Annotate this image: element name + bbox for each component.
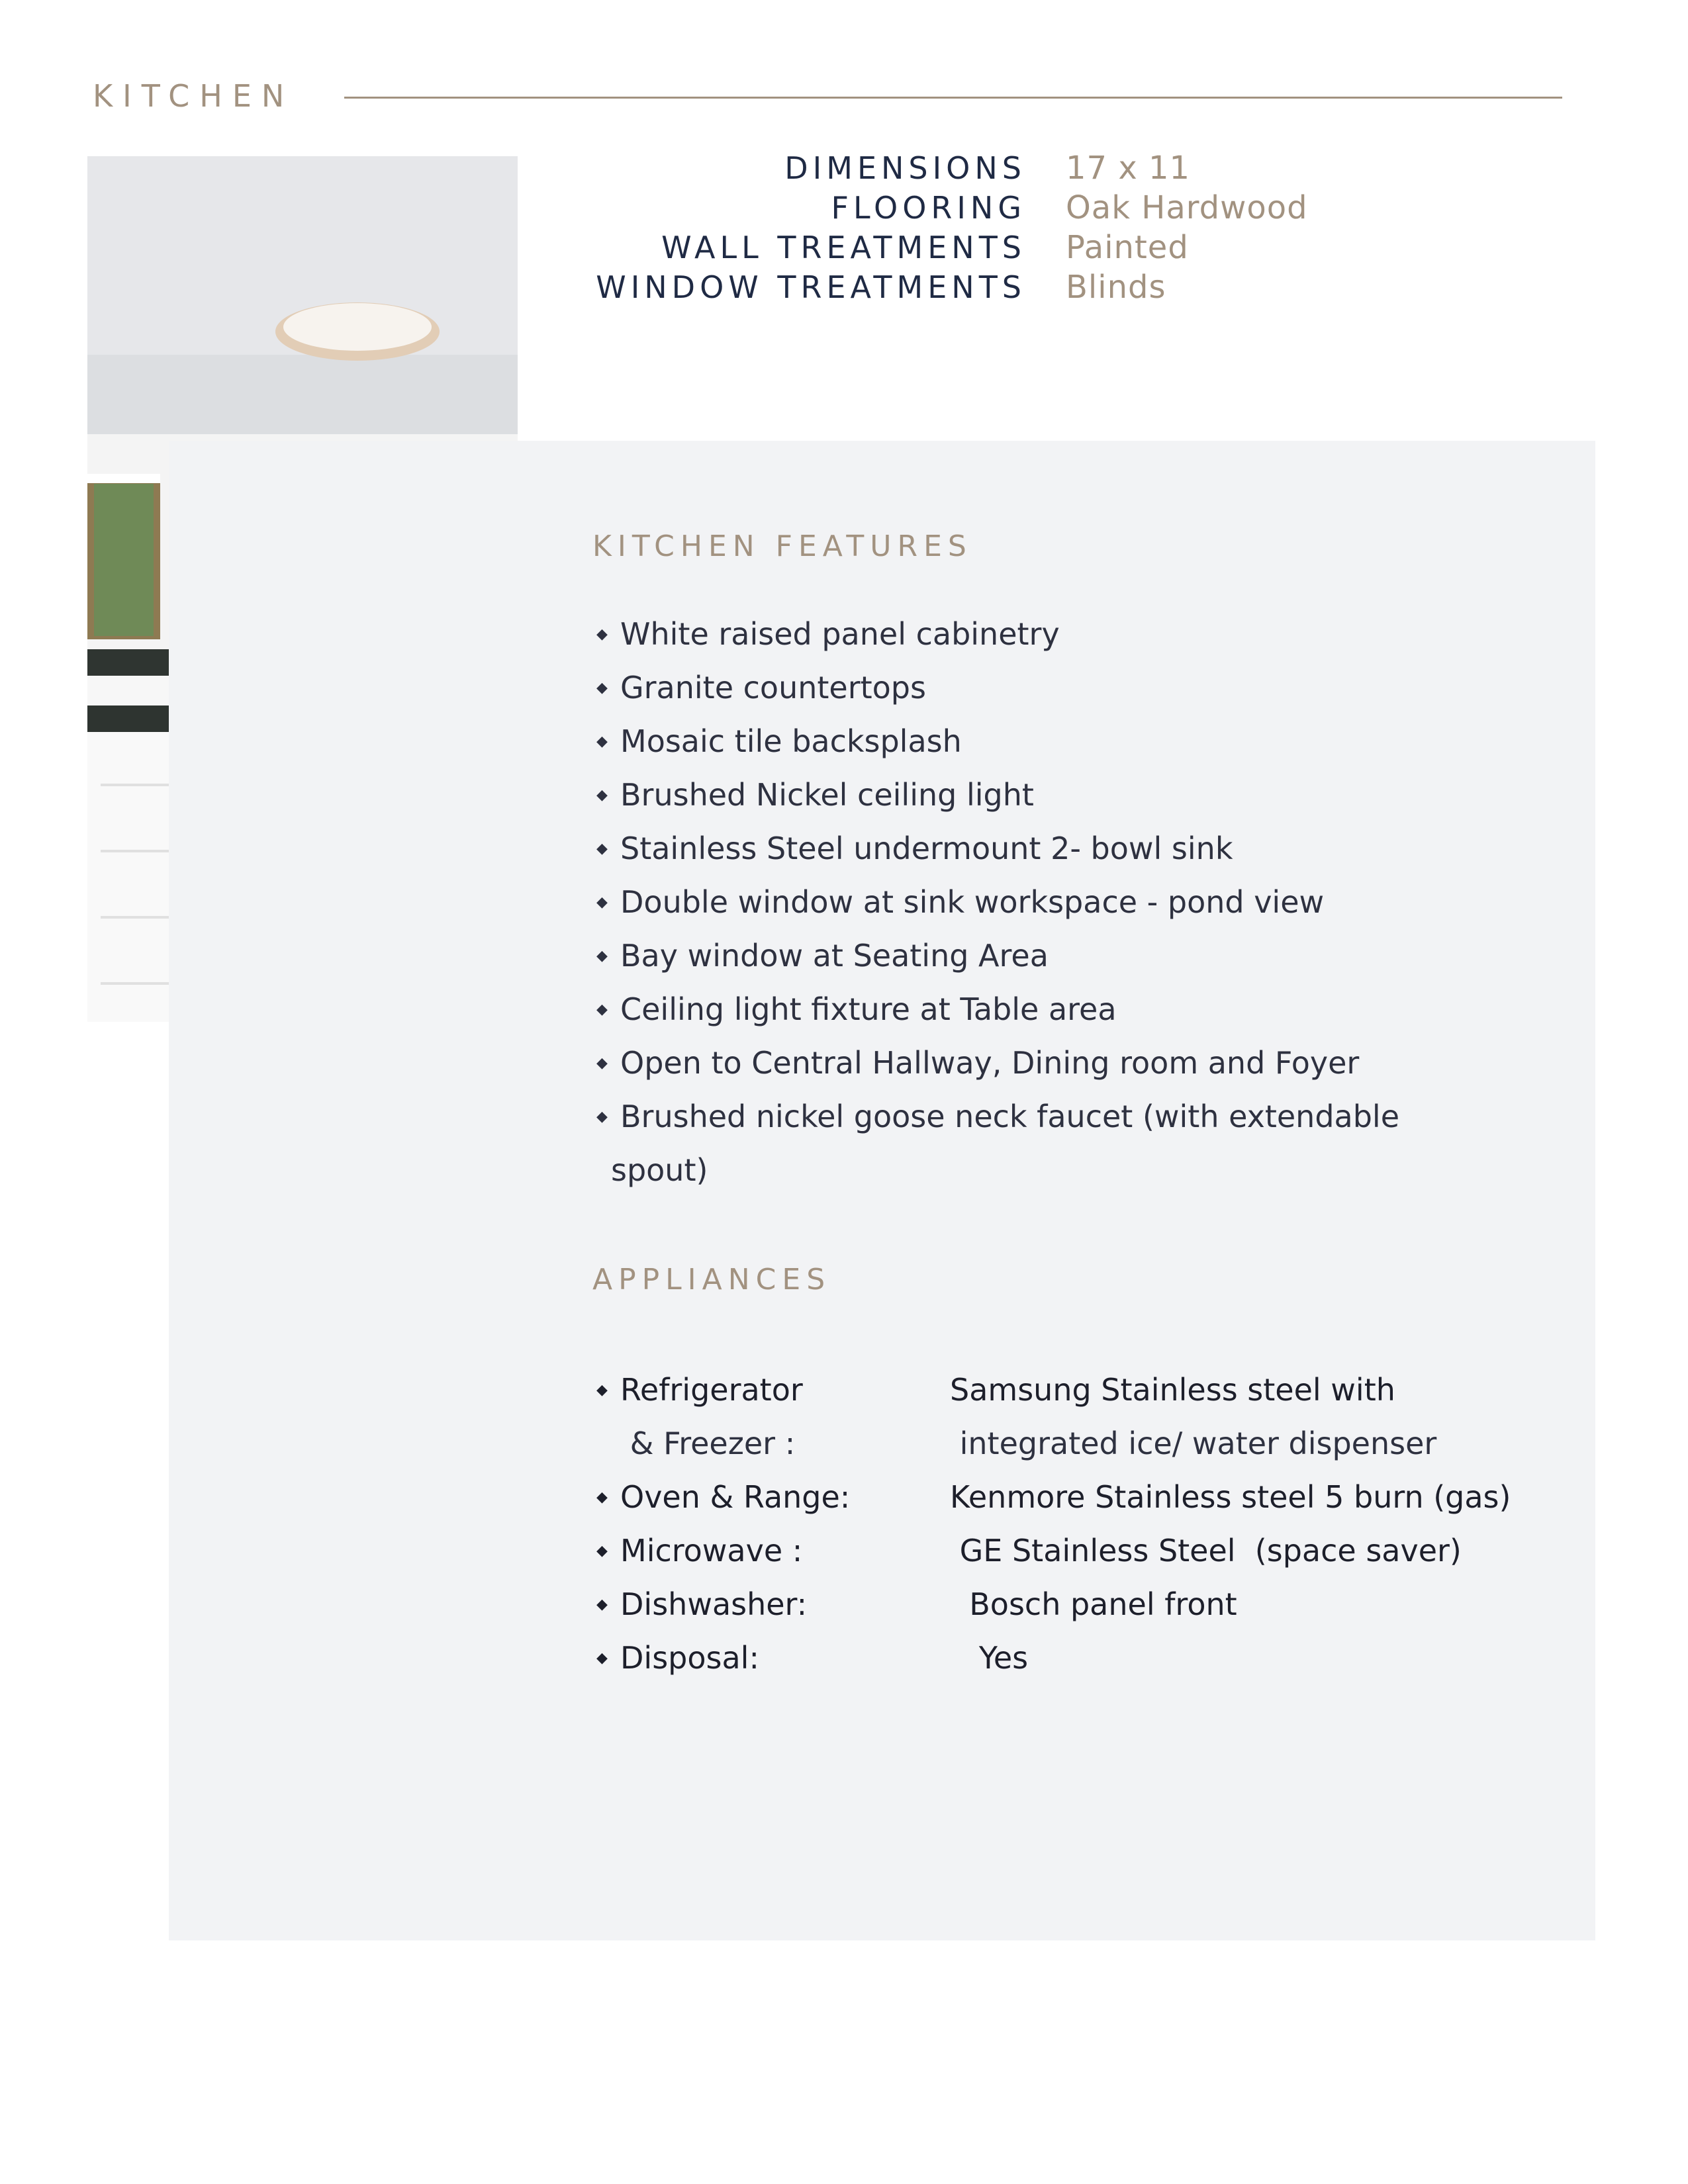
list-item — [592, 983, 1506, 1036]
spec-row-wall-treatments — [543, 228, 1403, 267]
feature-text: Mosaic tile backsplash — [620, 723, 962, 759]
bullet-icon: ◆ — [596, 787, 608, 803]
bullet-icon: ◆ — [596, 1001, 608, 1018]
spec-row-flooring — [543, 188, 1403, 228]
bullet-icon: ◆ — [596, 626, 608, 643]
feature-text: Brushed Nickel ceiling light — [620, 777, 1034, 813]
appliance-name: Refrigerator — [620, 1372, 803, 1408]
appliance-value: Yes — [950, 1640, 1029, 1676]
appliance-row — [592, 1631, 1585, 1685]
spec-row-dimensions — [543, 148, 1403, 188]
appliances-heading: APPLIANCES — [592, 1263, 831, 1297]
list-item — [592, 768, 1506, 822]
room-specs — [543, 148, 1403, 307]
spec-value: Blinds — [1066, 269, 1166, 306]
bullet-icon: ◆ — [596, 1489, 608, 1506]
list-item — [592, 608, 1506, 661]
bullet-icon: ◆ — [596, 1596, 608, 1613]
appliance-name: Oven & Range: — [620, 1479, 851, 1515]
features-list — [592, 608, 1506, 1197]
feature-text: Bay window at Seating Area — [620, 938, 1049, 974]
appliance-row — [592, 1471, 1585, 1524]
spec-value: 17 x 11 — [1066, 150, 1191, 187]
appliance-value: Kenmore Stainless steel 5 burn (gas) — [950, 1479, 1511, 1515]
appliance-value: GE Stainless Steel (space saver) — [950, 1533, 1462, 1569]
spec-value: Painted — [1066, 229, 1189, 266]
bullet-icon: ◆ — [596, 1055, 608, 1071]
feature-text: Double window at sink workspace - pond view — [620, 884, 1325, 920]
feature-text: Brushed nickel goose neck faucet (with extendable — [620, 1099, 1399, 1134]
appliance-value: integrated ice/ water dispenser — [950, 1426, 1437, 1461]
list-item — [592, 1090, 1506, 1144]
bullet-icon: ◆ — [596, 841, 608, 857]
list-item — [592, 876, 1506, 929]
appliance-row — [592, 1578, 1585, 1631]
spec-label: FLOORING — [831, 190, 1026, 226]
appliance-value: Bosch panel front — [950, 1586, 1237, 1622]
spec-label: WALL TREATMENTS — [661, 230, 1026, 265]
feature-text: spout) — [611, 1152, 708, 1188]
appliance-row — [592, 1363, 1585, 1417]
list-item — [592, 715, 1506, 768]
appliance-row — [592, 1524, 1585, 1578]
feature-text: Granite countertops — [620, 670, 926, 705]
bullet-icon: ◆ — [596, 1543, 608, 1559]
page-title: KITCHEN — [93, 78, 295, 114]
appliance-name: Microwave : — [620, 1533, 803, 1569]
title-divider — [344, 97, 1562, 99]
spec-label: WINDOW TREATMENTS — [596, 269, 1026, 305]
list-item — [592, 1036, 1506, 1090]
appliance-value: Samsung Stainless steel with — [950, 1372, 1395, 1408]
list-item-continuation — [592, 1144, 1506, 1197]
appliance-name: & Freezer : — [620, 1426, 796, 1461]
appliance-name: Dishwasher: — [620, 1586, 808, 1622]
feature-text: Open to Central Hallway, Dining room and Foyer — [620, 1045, 1360, 1081]
features-heading: KITCHEN FEATURES — [592, 529, 972, 563]
feature-text: Ceiling light fixture at Table area — [620, 991, 1117, 1027]
feature-text: Stainless Steel undermount 2- bowl sink — [620, 831, 1233, 866]
bullet-icon: ◆ — [596, 948, 608, 964]
appliance-row-continuation — [592, 1417, 1585, 1471]
bullet-icon: ◆ — [596, 1650, 608, 1666]
bullet-icon: ◆ — [596, 1382, 608, 1398]
feature-text: White raised panel cabinetry — [620, 616, 1060, 652]
bullet-icon: ◆ — [596, 894, 608, 911]
spec-value: Oak Hardwood — [1066, 189, 1308, 226]
spec-label: DIMENSIONS — [784, 150, 1026, 186]
bullet-icon: ◆ — [596, 680, 608, 696]
list-item — [592, 822, 1506, 876]
spec-row-window-treatments — [543, 267, 1403, 307]
list-item — [592, 929, 1506, 983]
bullet-icon: ◆ — [596, 1109, 608, 1125]
list-item — [592, 661, 1506, 715]
bullet-icon: ◆ — [596, 733, 608, 750]
appliance-name: Disposal: — [620, 1640, 759, 1676]
